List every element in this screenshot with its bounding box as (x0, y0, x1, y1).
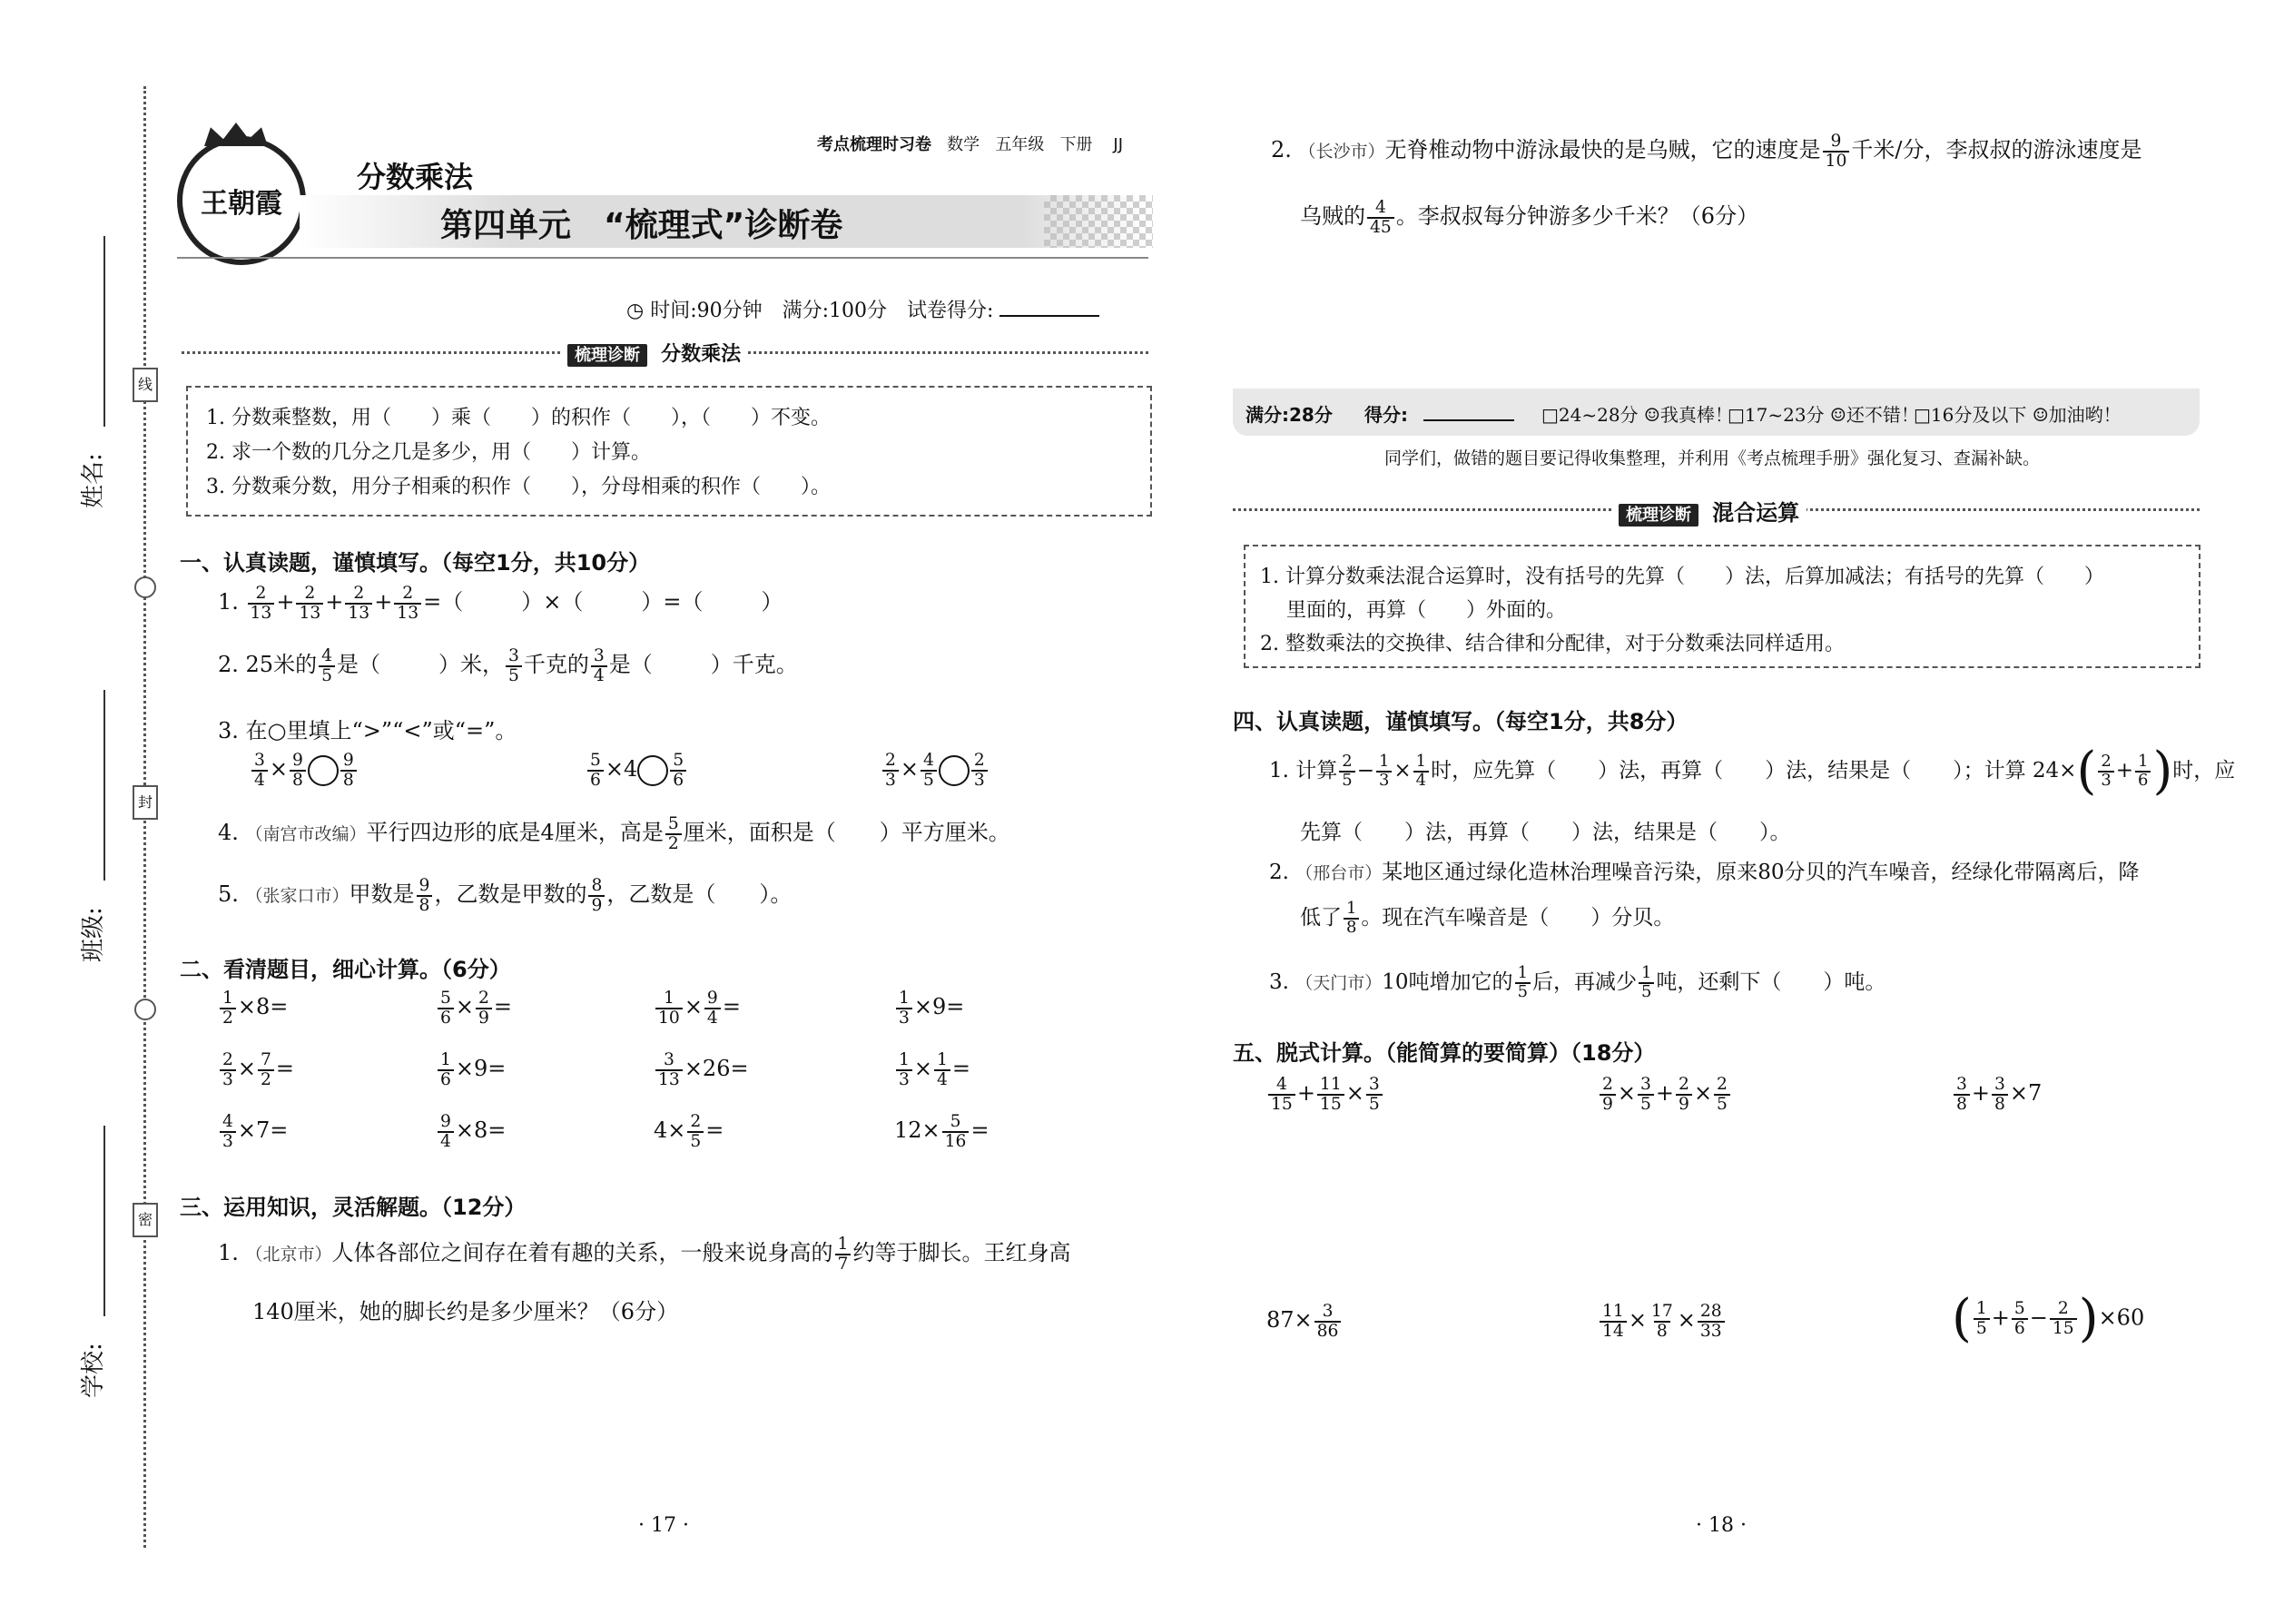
calc-item: $\frac{1}{3}$ × $\frac{1}{4}$ = (894, 1051, 970, 1088)
section-5-title: 五、脱式计算。（能简算的要简算）（18分） (1233, 1040, 1656, 1066)
calc-item: $\frac{1}{10}$ × $\frac{9}{4}$ = (654, 989, 741, 1027)
class-label: 班级: (80, 907, 107, 962)
review-item: 里面的，再算（ ）外面的。 (1260, 599, 1566, 622)
s4-q2: 2. （邢台市）某地区通过绿化造林治理噪音污染，原来80分贝的汽车噪音，经绿化带隔离后，降 (1269, 861, 2140, 884)
calc-item: $\frac{5}{6}$ × $\frac{2}{9}$ = (436, 989, 512, 1027)
review-title-left: 分数乘法 (661, 343, 742, 366)
review-item: 1. 分数乘整数，用（ ）乘（ ）的积作（ ），（ ）不变。 (206, 407, 831, 429)
series-name: 考点梳理时习卷 (817, 135, 931, 154)
s1-q5: 5. （张家口市）甲数是 $\frac{9}{8}$ ，乙数是甲数的 $\frac{8}{9}$ ，乙数是（ ）。 (218, 875, 793, 915)
review-box-left (186, 386, 1152, 517)
calc-item: 4× $\frac{2}{5}$ = (654, 1112, 724, 1151)
score-full: 满分:28分 (1245, 404, 1333, 426)
logo-text: 王朝霞 (201, 188, 282, 220)
header-rule (177, 257, 1148, 259)
page-number-left: · 17 · (638, 1514, 689, 1537)
compare-circle[interactable] (308, 755, 339, 786)
school-field[interactable] (74, 1126, 111, 1398)
score-got: 得分: (1364, 404, 1408, 426)
s4-q1-cont: 先算（ ）法，再算（ ）法，结果是（ ）。 (1300, 821, 1791, 844)
calc-item: $\frac{9}{4}$ ×8= (436, 1113, 506, 1150)
page-title: 第四单元 “梳理式”诊断卷 (440, 207, 843, 244)
review-pill-left: 梳理诊断 (567, 344, 647, 367)
class-field[interactable] (74, 690, 111, 962)
section-3-title: 三、运用知识，灵活解题。（12分） (180, 1195, 527, 1220)
compare-circle[interactable] (637, 755, 668, 786)
r-q2: 2. （长沙市）无脊椎动物中游泳最快的是乌贼，它的速度是 $\frac{9}{10}$ 千米/分，李叔叔的游泳速度是 (1271, 131, 2142, 171)
score-bar (1233, 389, 2200, 436)
calc-item: $\frac{1}{3}$ ×9= (894, 989, 964, 1027)
tip-text: 同学们，做错的题目要记得收集整理，并利用《考点梳理手册》强化复习、查漏补缺。 (1384, 448, 2041, 468)
score-range-1[interactable]: □24~28分 ☺我真棒！ (1541, 404, 1733, 426)
section-4-title: 四、认真读题，谨慎填写。（每空1分，共8分） (1233, 709, 1689, 734)
s3-q1-cont: 140厘米，她的脚长约是多少厘米？（6分） (252, 1299, 679, 1324)
s1-q3-c: $\frac{2}{3}$ × $\frac{4}{5}$ $\frac{2}{3}$ (881, 752, 989, 789)
calc-item: $\frac{3}{13}$ ×26= (654, 1051, 749, 1088)
exam-meta-text: 时间:90分钟 满分:100分 试卷得分: (650, 300, 994, 322)
series-line (817, 132, 1123, 155)
logo (177, 136, 306, 265)
logo-crown (204, 123, 268, 146)
compare-circle[interactable] (939, 755, 970, 786)
score-range-3[interactable]: □16分及以下 ☺加油哟！ (1914, 404, 2122, 426)
calc-item: $\frac{4}{3}$ ×7= (218, 1113, 288, 1150)
binding-mark-seal: 封 (133, 785, 158, 820)
s4-q1: 1. 计算 $\frac{2}{5}$ − $\frac{1}{3}$ × $\frac{1}{4}$ 时，应先算（ ）法，再算（ ）法，结果是（ ）；计算 24×( $\frac{2}{3}$ + $\frac{1}{6}$ )时，应 (1269, 742, 2236, 801)
s1-q3-b: $\frac{5}{6}$ ×4 $\frac{5}{6}$ (586, 752, 688, 789)
section-1-title: 一、认真读题，谨慎填写。（每空1分，共10分） (180, 550, 651, 576)
title-checker (1044, 195, 1153, 248)
score-got-blank[interactable] (1423, 419, 1514, 421)
exam-meta (626, 295, 1099, 323)
topic-title: 分数乘法 (357, 160, 474, 194)
review-item: 3. 分数乘分数，用分子相乘的积作（ ），分母相乘的积作（ ）。 (206, 476, 831, 498)
review-title-right: 混合运算 (1712, 500, 1800, 526)
binding-mark-line: 线 (133, 368, 158, 402)
s1-q1: 1. $\frac{2}{13}$ + $\frac{2}{13}$ + $\frac{2}{13}$ + $\frac{2}{13}$ =（ ）×（ ）=（ ） (218, 583, 783, 623)
clock-icon: ◷ (626, 300, 645, 322)
binding-mark-close: 密 (133, 1203, 158, 1237)
calc-item: 87× $\frac{3}{86}$ (1266, 1303, 1343, 1340)
edition: JJ (1113, 135, 1124, 154)
calc-item: ( $\frac{1}{5}$ + $\frac{5}{6}$ − $\frac{2}{15}$ )×60 (1952, 1289, 2145, 1348)
review-heading-right (1611, 495, 1807, 527)
s3-q1: 1. （北京市）人体各部位之间存在着有趣的关系，一般来说身高的 $\frac{1}{7}$ 约等于脚长。王红身高 (218, 1234, 1071, 1274)
review-item: 2. 整数乘法的交换律、结合律和分配律，对于分数乘法同样适用。 (1260, 633, 1845, 655)
score-blank[interactable] (999, 315, 1099, 317)
name-field[interactable] (74, 236, 111, 508)
name-label: 姓名: (80, 453, 107, 508)
calc-item: $\frac{2}{3}$ × $\frac{7}{2}$ = (218, 1051, 294, 1088)
binding-knot-1 (134, 576, 156, 598)
term: 下册 (1059, 135, 1093, 154)
s1-q3: 3. 在○里填上“>”“<”或“=”。 (218, 718, 517, 743)
s1-q4: 4. （南宫市改编）平行四边形的底是4厘米，高是 $\frac{5}{2}$ 厘米，面积是（ ）平方厘米。 (218, 813, 1010, 853)
grade: 五年级 (995, 135, 1045, 154)
s1-q3-a: $\frac{3}{4}$ × $\frac{9}{8}$ $\frac{9}{8}$ (250, 752, 359, 789)
review-box-right (1244, 545, 2200, 668)
review-pill-right: 梳理诊断 (1619, 504, 1698, 527)
smile-icon: ☺ (2032, 404, 2049, 426)
s4-q3: 3. （天门市）10吨增加它的 $\frac{1}{5}$ 后，再减少 $\frac{1}{5}$ 吨，还剩下（ ）吨。 (1269, 963, 1886, 1001)
binding-knot-2 (134, 999, 156, 1020)
calc-item: 12× $\frac{5}{16}$ = (894, 1112, 989, 1151)
section-2-title: 二、看清题目，细心计算。（6分） (180, 957, 511, 982)
calc-item: $\frac{3}{8}$ + $\frac{3}{8}$ ×7 (1952, 1076, 2042, 1113)
score-range-2[interactable]: □17~23分 ☺还不错！ (1728, 404, 1919, 426)
calc-item: $\frac{2}{9}$ × $\frac{3}{5}$ + $\frac{2}{9}$ × $\frac{2}{5}$ (1598, 1076, 1732, 1113)
review-item: 1. 计算分数乘法混合运算时，没有括号的先算（ ）法，后算加减法；有括号的先算（ ） (1260, 566, 2104, 588)
r-q2-cont: 乌贼的 $\frac{4}{45}$ 。李叔叔每分钟游多少千米？（6分） (1300, 197, 1759, 237)
calc-item: $\frac{1}{6}$ ×9= (436, 1051, 506, 1088)
calc-item: $\frac{11}{14}$ × $\frac{17}{8}$ × $\frac{28}{33}$ (1598, 1303, 1727, 1340)
subject: 数学 (947, 135, 980, 154)
review-heading-left (560, 339, 748, 367)
school-label: 学校: (80, 1343, 107, 1398)
smile-icon: ☺ (1643, 404, 1660, 426)
smile-icon: ☺ (1829, 404, 1846, 426)
page-number-right: · 18 · (1696, 1514, 1747, 1537)
review-item: 2. 求一个数的几分之几是多少，用（ ）计算。 (206, 441, 651, 464)
s1-q2: 2. 25米的 $\frac{4}{5}$ 是（ ）米， $\frac{3}{5}$ 千克的 $\frac{3}{4}$ 是（ ）千克。 (218, 645, 798, 685)
calc-item: $\frac{1}{2}$ ×8= (218, 989, 288, 1027)
s4-q2-cont: 低了 $\frac{1}{8}$ 。现在汽车噪音是（ ）分贝。 (1300, 899, 1675, 937)
calc-item: $\frac{4}{15}$ + $\frac{11}{15}$ × $\frac{3}{5}$ (1266, 1076, 1384, 1113)
